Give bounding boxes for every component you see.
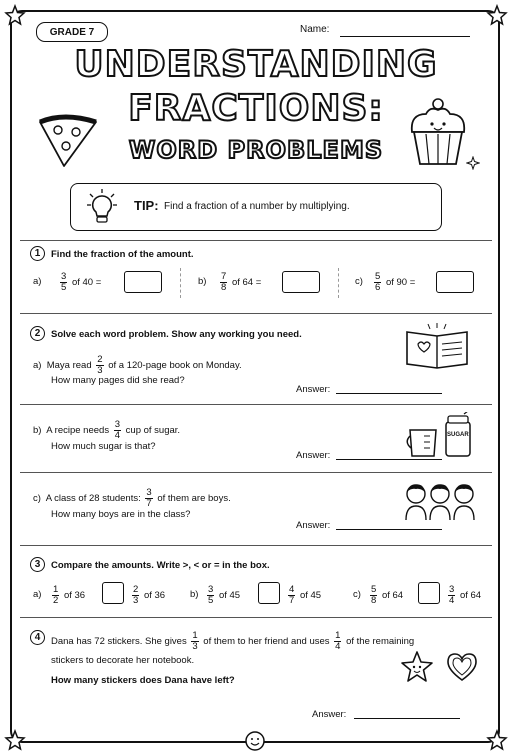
answer-box[interactable] — [436, 271, 474, 293]
problem-text: a) Maya read $\frac{2}{3}$ of a 120-page book on Monday. — [33, 354, 242, 376]
name-label: Name: — [300, 24, 330, 35]
compare-right: $\frac{3}{4}$ of 64 — [449, 584, 482, 606]
problem-question: How many pages did she read? — [51, 375, 185, 386]
item-label: a) — [33, 589, 42, 600]
item-label: c) — [355, 276, 363, 287]
divider — [180, 268, 181, 298]
problem-text: b) A recipe needs $\frac{3}{4}$ cup of sugar. — [33, 419, 181, 441]
divider — [20, 313, 492, 314]
compare-right: $\frac{4}{7}$ of 45 — [289, 584, 322, 606]
compare-left: $\frac{3}{5}$ of 45 — [208, 584, 241, 606]
item-label: b) — [198, 276, 207, 287]
tip-text: Find a fraction of a number by multiplying. — [164, 201, 350, 212]
problem-question: How much sugar is that? — [51, 441, 156, 452]
divider — [20, 472, 492, 473]
question-number: 3 — [30, 557, 45, 572]
sugar-label: SUGAR — [447, 432, 469, 438]
lightbulb-icon — [86, 188, 118, 226]
answer-label: Answer: — [312, 709, 347, 720]
title-line-1: UNDERSTANDING — [74, 44, 438, 85]
smiley-icon — [243, 730, 267, 752]
compare-box[interactable] — [258, 582, 280, 604]
grade-badge: GRADE 7 — [36, 22, 108, 42]
answer-line[interactable] — [336, 459, 442, 460]
compare-box[interactable] — [102, 582, 124, 604]
problem-question: How many boys are in the class? — [51, 509, 191, 520]
question-number: 1 — [30, 246, 45, 261]
divider — [20, 404, 492, 405]
open-book-icon — [404, 322, 470, 370]
cupcake-icon — [406, 96, 470, 170]
divider — [20, 617, 492, 618]
heart-sticker-icon — [446, 652, 478, 682]
tip-label: TIP: — [134, 198, 159, 213]
problem-question: How many stickers does Dana have left? — [51, 675, 235, 686]
star-icon — [4, 4, 26, 26]
item-label: a) — [33, 276, 42, 287]
answer-box[interactable] — [282, 271, 320, 293]
divider — [338, 268, 339, 298]
fraction-problem: $\frac{5}{6}$ of 90 = — [375, 271, 416, 293]
fraction-problem: $\frac{7}{8}$ of 64 = — [221, 271, 262, 293]
problem-text: Dana has 72 stickers. She gives $\frac{1}{3}$ of them to her friend and uses $\frac{1}{4}$ of the remaining — [51, 630, 415, 652]
question-heading: Find the fraction of the amount. — [51, 249, 194, 260]
question-heading: Solve each word problem. Show any working you need. — [51, 329, 302, 340]
problem-text: stickers to decorate her notebook. — [51, 655, 195, 666]
answer-box[interactable] — [124, 271, 162, 293]
answer-line[interactable] — [354, 718, 460, 719]
title-line-3: WORD PROBLEMS — [128, 136, 384, 164]
divider — [20, 545, 492, 546]
item-label: c) — [353, 589, 361, 600]
item-label: b) — [190, 589, 199, 600]
sparkle-icon — [466, 156, 480, 170]
pizza-slice-icon — [34, 108, 104, 170]
answer-label: Answer: — [296, 384, 331, 395]
problem-text: c) A class of 28 students: $\frac{3}{7}$ of them are boys. — [33, 487, 231, 509]
question-number: 2 — [30, 326, 45, 341]
divider — [20, 240, 492, 241]
title-line-2: FRACTIONS: — [128, 88, 384, 129]
question-number: 4 — [30, 630, 45, 645]
compare-left: $\frac{1}{2}$ of 36 — [53, 584, 86, 606]
star-icon — [4, 729, 26, 751]
answer-line[interactable] — [336, 393, 442, 394]
fraction-problem: $\frac{3}{5}$ of 40 = — [61, 271, 102, 293]
answer-label: Answer: — [296, 450, 331, 461]
star-sticker-icon — [400, 650, 434, 684]
answer-label: Answer: — [296, 520, 331, 531]
compare-box[interactable] — [418, 582, 440, 604]
compare-left: $\frac{5}{8}$ of 64 — [371, 584, 404, 606]
compare-right: $\frac{2}{3}$ of 36 — [133, 584, 166, 606]
children-icon — [404, 480, 476, 520]
star-icon — [486, 729, 508, 751]
star-icon — [486, 4, 508, 26]
answer-line[interactable] — [336, 529, 442, 530]
name-field[interactable] — [340, 36, 470, 37]
question-heading: Compare the amounts. Write >, < or = in the box. — [51, 560, 270, 571]
